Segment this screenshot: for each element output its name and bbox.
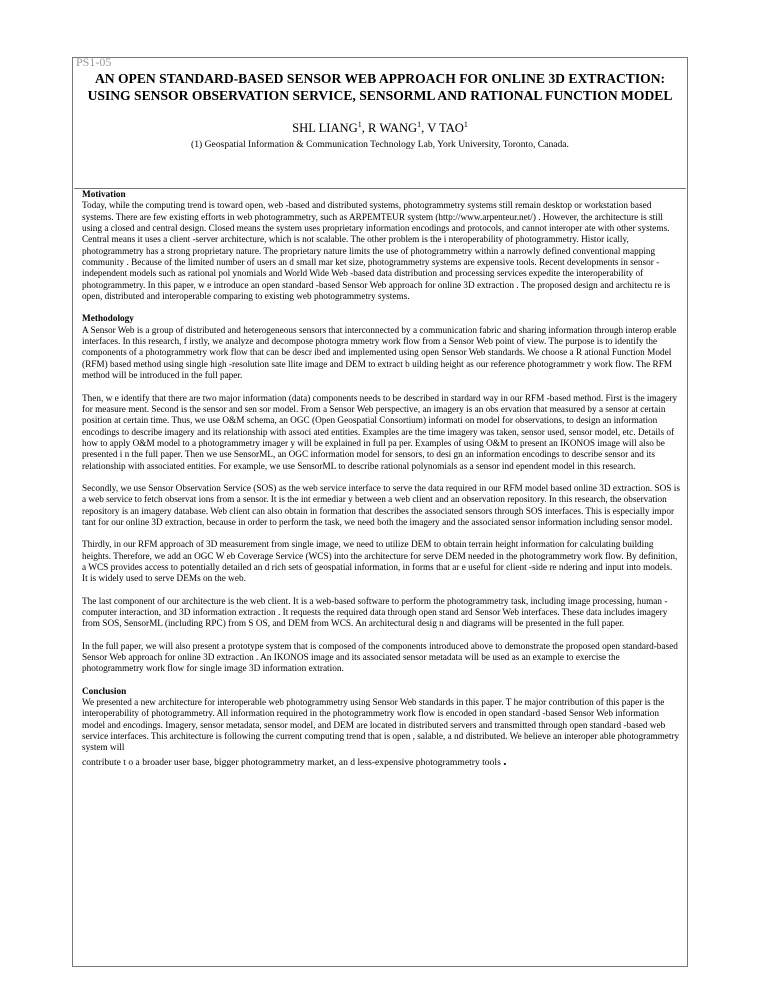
author-affil-mark: 1 — [357, 120, 362, 129]
author-list: SHL LIANG$^1$, R WANG$^1$, V TAO$^1$ — [292, 120, 468, 136]
motivation-heading: Motivation — [82, 190, 126, 200]
conclusion-paragraph: We presented a new architecture for interoperable web photogrammetry using Sensor Web standards in this paper. T he major contribution of this paper is the interoperability of photogrammetry. All information required in the photogrammetry work flow is encoded in open standard -based Sensor Web information model and encodings. Imagery, sensor metadata, sensor model, and DEM are located in distributed servers and transmitted through open standard -based web service interfaces. This architecture is following the current computing trend that is open , salable, a nd distributed. We believe an interoper able photogrammetry system will — [82, 698, 680, 754]
conclusion-last-line — [82, 752, 680, 768]
conclusion-heading: Conclusion — [82, 686, 127, 697]
motivation-paragraph: Today, while the computing trend is toward open, web -based and distributed systems, photogrammetry systems still remain desktop or workstation based systems. There are few existing efforts in web photogrammetry, such as ARPEMTEUR system (http://www.arpenteur.net/) . However, the architecture is still using a closed and central design. Closed means the system uses proprietary information encodings and protocols, and cannot interoper ate with other systems. Central means it uses a client -server architecture, which is not scalable. The other problem is the i nteroperability of photogrammetry. Histor ically, photogrammetry has a strong proprietary nature. The proprietary nature limits the use of photogrammetry within a narrowly defined conventional mapping community . Because of the limited number of users an d small mar ket size, photogrammetry systems are expensive tools. Recent developments in sensor -independent models such as rational pol ynomials and World Wide Web -based data distribution and processing services expedite the interoperability of photogrammetry. In this paper, w e introduce an open standard -based Sensor Web approach for online 3D extraction . The proposed design and architectu re is open, distributed and interoperable comparing to existing web photogrammetry systems. — [82, 201, 671, 303]
methodology-heading: Methodology — [82, 314, 134, 325]
author-name: V TAO — [427, 121, 464, 136]
author-affil-mark: 1 — [463, 120, 468, 129]
methodology-paragraph: In the full paper, we will also present a prototype system that is composed of the components introduced above to demonstrate the proposed open standard-based Sensor Web approach for online 3D extraction . An IKONOS image and its associated sensor metadata will be used as an example to exercise the photogrammetry work flow for single image 3D information extration. — [82, 641, 678, 675]
methodology-paragraph: Secondly, we use Sensor Observation Service (SOS) as the web service interface to serve the data required in our RFM model based online 3D extraction. SOS is a web service to fetch observat ions from a sensor. It is the int ermediar y between a web client and an observation repository. In this research, the observation repository is an imagery database. Web client can also obtain in formation that describes the associated sensors through SOS interfaces. This is especially impor tant for our online 3D extraction, because in order to perform the task, we need both the imagery and the associated sensor information including sensor model. — [82, 483, 680, 528]
methodology-paragraph: A Sensor Web is a group of distributed and heterogeneous sensors that interconnected by a communication fabric and sharing information through interop erable interfaces. In this research, f irstly, we analyze and decompose photogra mmetry work flow from a Sensor Web point of view. The purpose is to identify the components of a photogrammetry work flow that can be descr ibed and implemented using open Sensor Web standards. We choose a R ational Function Model (RFM) based method using single high -resolution sate llite image and DEM to extract b uilding height as our reference photogrammetr y work flow. The RFM method will be introduced in the full paper. — [82, 325, 677, 382]
author-name: SHL LIANG — [292, 121, 358, 136]
author-name: R WANG — [368, 121, 418, 136]
paper-title: AN OPEN STANDARD-BASED SENSOR WEB APPROACH FOR ONLINE 3D EXTRACTION: USING SENSOR OBSERVATION SERVICE, SENSORML AND RATIONAL FUNCTION MODEL — [87, 71, 673, 103]
conclusion-period: . — [503, 752, 507, 768]
methodology-paragraph: The last component of our architecture is the web client. It is a web-based software to perform the photogrammetry task, including image processing, human -computer interaction, and 3D information extraction . It requests the required data through open stand ard Sensor Web interfaces. These data includes imagery from SOS, SensorML (including RPC) from S OS, and DEM from WCS. An architectural desig n and diagrams will be presented in the full paper. — [82, 596, 668, 630]
affiliation: (1) Geospatial Information & Communication Technology Lab, York University, Toronto, Canada. — [191, 139, 569, 150]
methodology-paragraph: Thirdly, in our RFM approach of 3D measurement from single image, we need to utilize DEM to obtain terrain height information for calculating building heights. Therefore, we add an OGC W eb Coverage Service (WCS) into the architecture for serve DEM needed in the photogrammetry work flow. By definition, a WCS provides access to potentially detailed an d rich sets of geospatial information, in forms that ar e useful for client -side re ndering and input into models. It is widely used to serve DEMs on the web. — [82, 540, 678, 585]
session-code: PS1-05 — [76, 55, 112, 69]
author-affil-mark: 1 — [417, 120, 422, 129]
conclusion-last-text: contribute t o a broader user base, bigger photogrammetry market, an d less-expensive photogrammetry tools — [82, 756, 501, 768]
abstract-body — [74, 188, 686, 965]
methodology-paragraph: Then, w e identify that there are two major information (data) components needs to be described in stardard way in our RFM -based method. First is the imagery for measure ment. Second is the sensor and sen sor model. From a Sensor Web perspective, an imagery is an obs ervation that measured by a sensor at certain position at certain time. Thus, we use O&M schema, an OGC (Open Geospatial Consortium) informati on model for observations, to design an information encodings to describe imagery and its relationship with associ ated entities. Examples are the time imagery was taken, sensor used, sensor model, etc. Details of how to apply O&M model to a photogrammetry imager y will be explained in full pa per. Examples of using O&M to present an IKONOS image will also be presented i n the full paper. Then we use SensorML, an OGC information model for sensors, to desi gn an information encodings to describe sensor and its relationship with associated entities. For example, we use SensorML to describe rational polynomials as a sensor ind ependent model in this research. — [82, 393, 678, 472]
